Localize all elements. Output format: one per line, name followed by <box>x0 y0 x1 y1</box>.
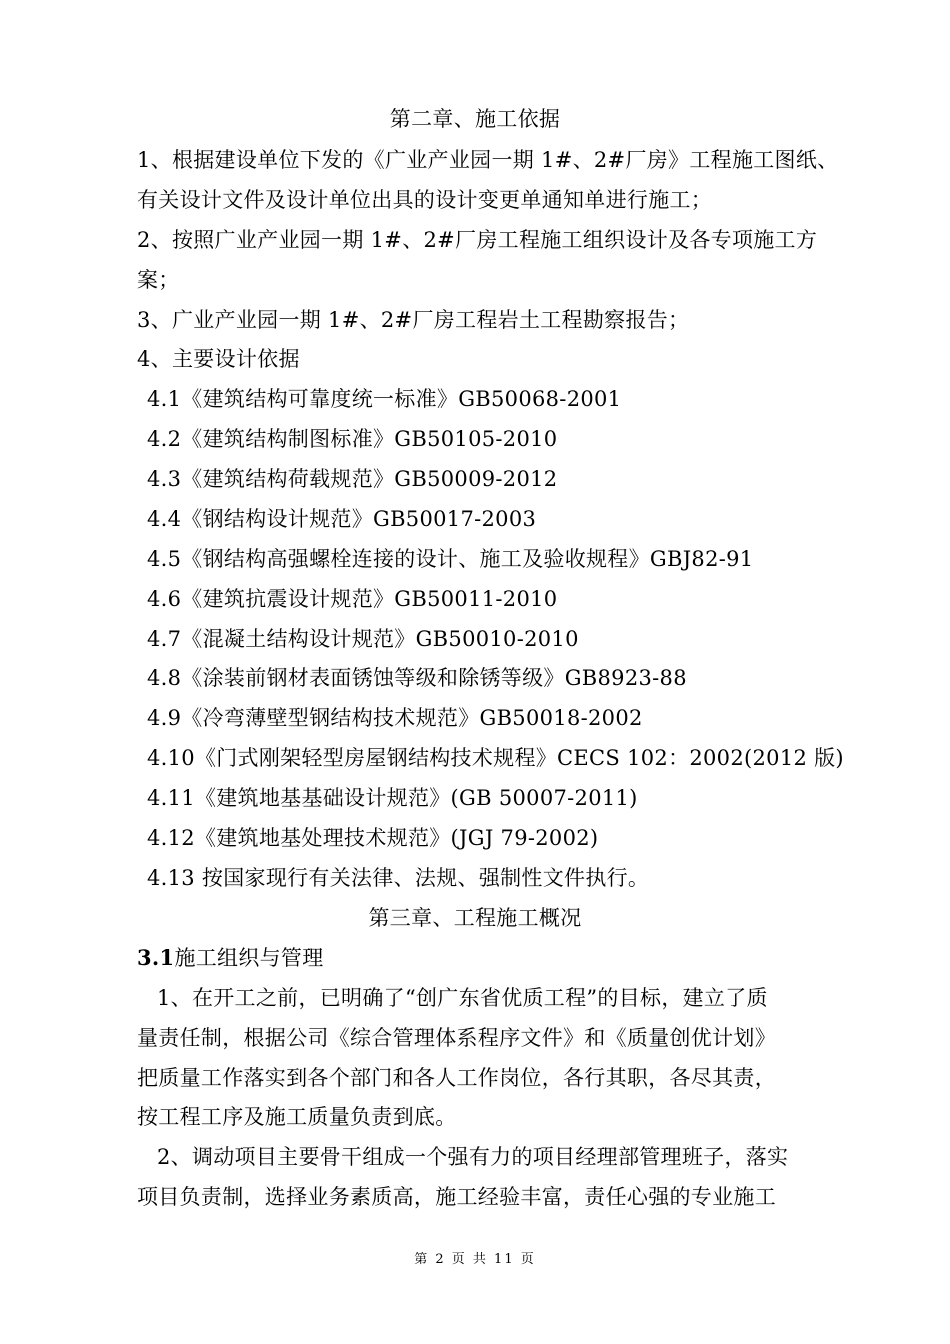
design-basis-item: 4.8《涂装前钢材表面锈蚀等级和除锈等级》GB8923-88 <box>147 666 687 690</box>
design-basis-item: 4.6《建筑抗震设计规范》GB50011-2010 <box>147 587 558 611</box>
chapter-3-title: 第三章、工程施工概况 <box>368 906 582 930</box>
design-basis-item: 4.2《建筑结构制图标准》GB50105-2010 <box>147 427 558 451</box>
paragraph-2-line: 项目负责制，选择业务素质高，施工经验丰富，责任心强的专业施工 <box>137 1185 776 1209</box>
paragraph-1-line: 把质量工作落实到各个部门和各人工作岗位，各行其职，各尽其责， <box>137 1066 776 1090</box>
paragraph-2-line: 2、调动项目主要骨干组成一个强有力的项目经理部管理班子，落实 <box>157 1145 789 1169</box>
section-3-1-heading <box>137 943 324 973</box>
basis-item-2-line-2: 案； <box>137 268 180 292</box>
chapter-2-title: 第二章、施工依据 <box>389 107 561 131</box>
design-basis-item: 4.4《钢结构设计规范》GB50017-2003 <box>147 507 537 531</box>
section-number: 3.1 <box>137 945 175 970</box>
basis-item-1-line-1: 1、根据建设单位下发的《广业产业园一期 1#、2#厂房》工程施工图纸、 <box>137 148 839 172</box>
basis-item-2-line-1: 2、按照广业产业园一期 1#、2#厂房工程施工组织设计及各专项施工方 <box>137 228 818 252</box>
section-title: 施工组织与管理 <box>174 946 324 970</box>
paragraph-1-line: 按工程工序及施工质量负责到底。 <box>137 1105 457 1129</box>
design-basis-item: 4.5《钢结构高强螺栓连接的设计、施工及验收规程》GBJ82-91 <box>147 547 754 571</box>
paragraph-1-line: 1、在开工之前，已明确了“创广东省优质工程”的目标，建立了质 <box>157 986 768 1010</box>
basis-item-4-heading: 4、主要设计依据 <box>137 347 300 371</box>
design-basis-item: 4.9《冷弯薄壁型钢结构技术规范》GB50018-2002 <box>147 706 643 730</box>
design-basis-item: 4.12《建筑地基处理技术规范》(JGJ 79-2002) <box>147 826 599 850</box>
design-basis-item: 4.10《门式刚架轻型房屋钢结构技术规程》CECS 102：2002(2012 版) <box>147 746 844 770</box>
design-basis-item: 4.11《建筑地基基础设计规范》(GB 50007-2011) <box>147 786 638 810</box>
page-number-footer: 第 2 页 共 11 页 <box>414 1252 536 1267</box>
design-basis-item: 4.7《混凝土结构设计规范》GB50010-2010 <box>147 627 579 651</box>
design-basis-item: 4.3《建筑结构荷载规范》GB50009-2012 <box>147 467 558 491</box>
basis-item-3: 3、广业产业园一期 1#、2#厂房工程岩土工程勘察报告； <box>137 308 690 332</box>
paragraph-1-line: 量责任制，根据公司《综合管理体系程序文件》和《质量创优计划》 <box>137 1026 776 1050</box>
design-basis-item: 4.13 按国家现行有关法律、法规、强制性文件执行。 <box>147 866 650 890</box>
design-basis-item: 4.1《建筑结构可靠度统一标准》GB50068-2001 <box>147 387 622 411</box>
basis-item-1-line-2: 有关设计文件及设计单位出具的设计变更单通知单进行施工； <box>137 188 713 212</box>
